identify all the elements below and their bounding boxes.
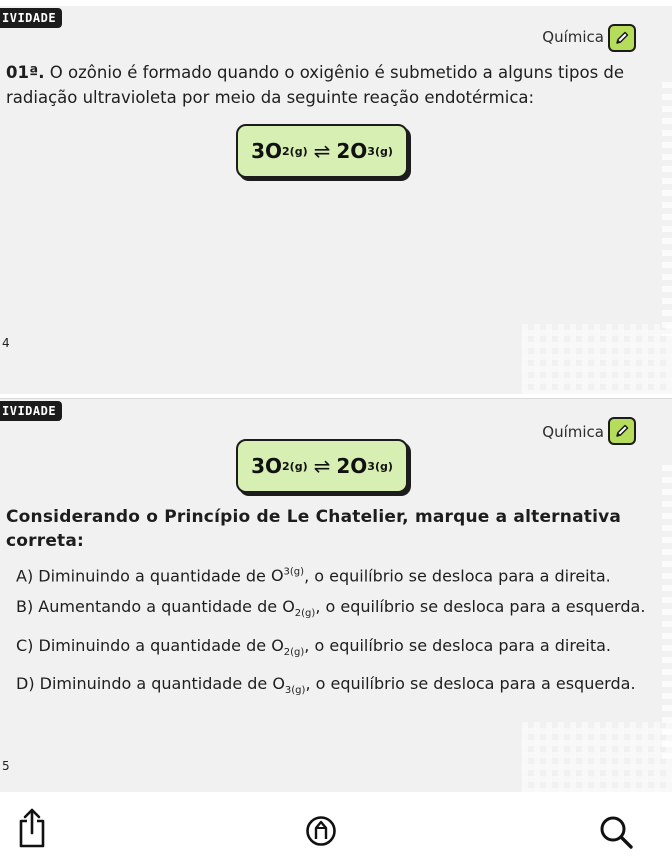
slide-page-4	[0, 6, 672, 394]
bottom-toolbar	[0, 792, 672, 861]
decorative-pattern	[522, 722, 672, 792]
decorative-pattern	[522, 324, 672, 394]
option-b-post: , o equilíbrio se desloca para a esquerda.	[315, 597, 646, 617]
option-b[interactable]	[16, 595, 646, 625]
share-icon[interactable]	[14, 806, 50, 850]
option-d[interactable]	[16, 672, 646, 702]
eq-right: 2O	[336, 139, 368, 163]
options-list	[16, 561, 646, 710]
option-c-post: , o equilíbrio se desloca para a direita.	[304, 635, 611, 655]
subject-label: Química	[542, 28, 604, 46]
search-icon[interactable]	[596, 812, 636, 852]
slide-page-5	[0, 398, 672, 793]
option-b-pre: B) Aumentando a quantidade de	[16, 597, 283, 617]
option-d-script: 3(g)	[284, 684, 306, 696]
eq-left-sub: 2(g)	[282, 144, 308, 158]
eq-left: 3O	[251, 454, 283, 478]
subject-label: Química	[542, 423, 604, 441]
question-body: O ozônio é formado quando o oxigênio é submetido a alguns tipos de radiação ultravioleta por meio da seguinte reação endotérmica:	[6, 63, 625, 107]
eq-left-sub: 2(g)	[282, 459, 308, 473]
eq-left: 3O	[251, 139, 283, 163]
equilibrium-arrow: ⇌	[313, 454, 331, 478]
question-number: 01ª.	[6, 63, 45, 82]
equation-box	[236, 124, 408, 178]
option-c-pre: C) Diminuindo a quantidade de	[16, 635, 272, 655]
option-c-chem: O	[271, 635, 284, 655]
option-b-script: 2(g)	[294, 608, 316, 620]
decorative-pattern	[662, 76, 672, 336]
activity-tag: IVIDADE	[0, 401, 62, 421]
decorative-pattern	[662, 459, 672, 759]
option-a-post: , o equilíbrio se desloca para a direita.	[304, 566, 611, 586]
page-number: 5	[2, 759, 10, 773]
question-text	[6, 60, 646, 110]
option-a-pre: A) Diminuindo a quantidade de	[16, 566, 271, 586]
option-a-script: 3(g)	[283, 567, 305, 578]
option-a-chem: O	[270, 566, 284, 586]
option-b-chem: O	[282, 597, 295, 617]
eq-right: 2O	[336, 454, 368, 478]
option-a[interactable]	[16, 561, 646, 587]
question-heading: Considerando o Princípio de Le Chatelier, marque a alternativa correta:	[6, 507, 622, 551]
equation-box	[236, 439, 408, 493]
activity-tag: IVIDADE	[0, 8, 62, 28]
eq-right-sub: 3(g)	[367, 459, 393, 473]
option-d-pre: D) Diminuindo a quantidade de	[16, 673, 273, 693]
eq-right-sub: 3(g)	[367, 144, 393, 158]
markup-icon[interactable]	[304, 814, 338, 848]
option-c-script: 2(g)	[283, 646, 305, 658]
equilibrium-arrow: ⇌	[313, 139, 331, 163]
page-number: 4	[2, 336, 10, 350]
pencil-icon	[608, 24, 636, 52]
option-d-post: , o equilíbrio se desloca para a esquerda.	[305, 673, 636, 693]
option-c[interactable]	[16, 634, 646, 664]
pencil-icon	[608, 417, 636, 445]
option-d-chem: O	[272, 673, 285, 693]
